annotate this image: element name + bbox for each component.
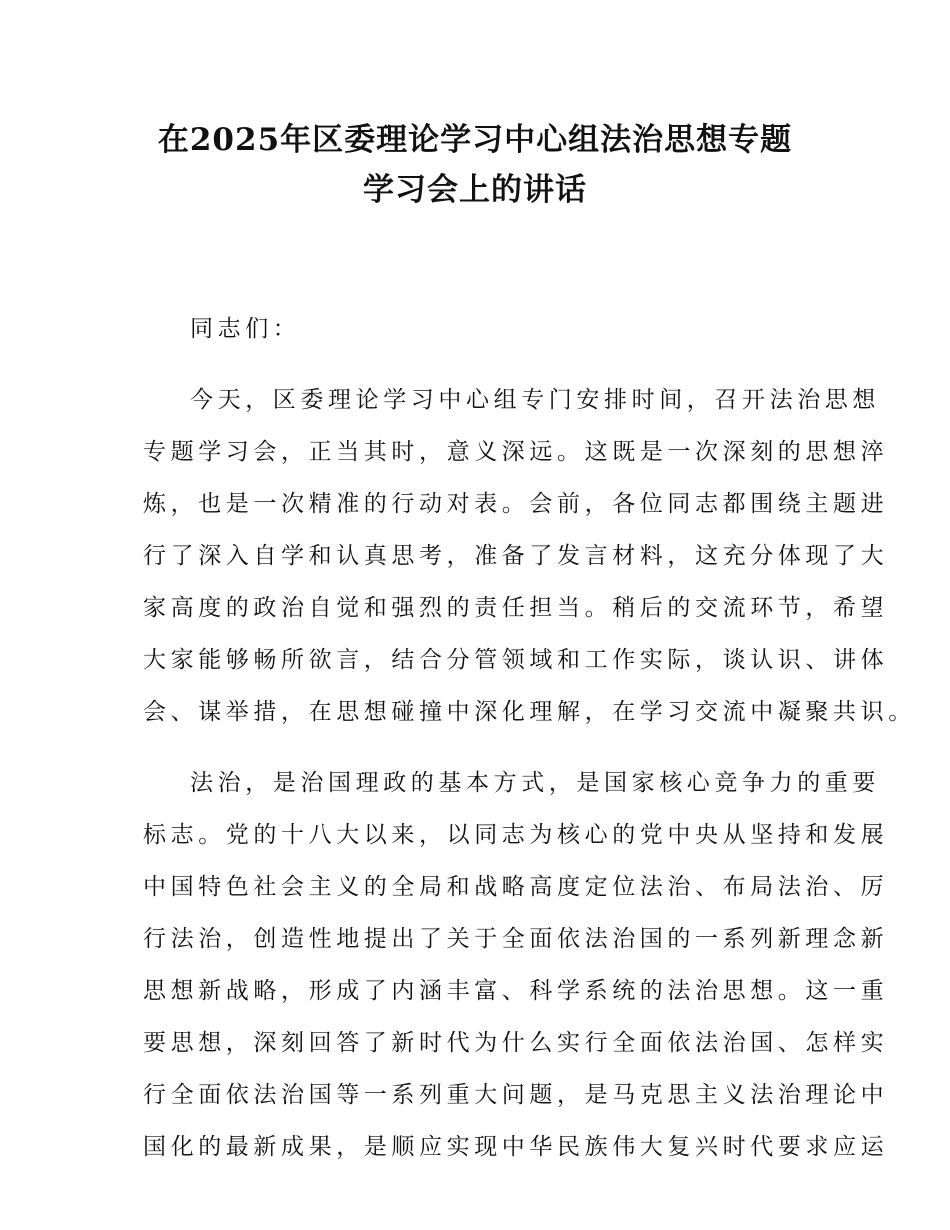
paragraph-line: 标志。党的十八大以来，以同志为核心的党中央从坚持和发展 bbox=[143, 822, 889, 848]
paragraph-line: 家高度的政治自觉和强烈的责任担当。稍后的交流环节，希望 bbox=[143, 595, 889, 621]
paragraph-line: 行全面依法治国等一系列重大问题，是马克思主义法治理论中 bbox=[143, 1082, 889, 1108]
document-title bbox=[120, 115, 830, 215]
paragraph-line: 大家能够畅所欲言，结合分管领域和工作实际，谈认识、讲体 bbox=[143, 647, 889, 673]
paragraph-line: 法治，是治国理政的基本方式，是国家核心竞争力的重要 bbox=[190, 770, 880, 796]
paragraph-2 bbox=[143, 757, 889, 1173]
paragraph-line: 炼，也是一次精准的行动对表。会前，各位同志都围绕主题进 bbox=[143, 491, 889, 517]
paragraph-1 bbox=[143, 374, 916, 738]
paragraph-line: 国化的最新成果，是顺应实现中华民族伟大复兴时代要求应运 bbox=[143, 1134, 889, 1160]
paragraph-line: 行了深入自学和认真思考，准备了发言材料，这充分体现了大 bbox=[143, 543, 889, 569]
paragraph-line: 专题学习会，正当其时，意义深远。这既是一次深刻的思想淬 bbox=[143, 439, 889, 465]
salutation: 同志们： bbox=[190, 316, 301, 342]
title-line-1: 在2025年区委理论学习中心组法治思想专题 bbox=[157, 122, 793, 158]
paragraph-line: 要思想，深刻回答了新时代为什么实行全面依法治国、怎样实 bbox=[143, 1030, 889, 1056]
paragraph-line: 会、谋举措，在思想碰撞中深化理解，在学习交流中凝聚共识。 bbox=[143, 699, 916, 725]
title-line-2: 学习会上的讲话 bbox=[363, 172, 587, 208]
paragraph-line: 行法治，创造性地提出了关于全面依法治国的一系列新理念新 bbox=[143, 926, 889, 952]
document-body bbox=[143, 303, 916, 1192]
paragraph-line: 中国特色社会主义的全局和战略高度定位法治、布局法治、厉 bbox=[143, 874, 889, 900]
paragraph-line: 思想新战略，形成了内涵丰富、科学系统的法治思想。这一重 bbox=[143, 978, 889, 1004]
paragraph-line: 今天，区委理论学习中心组专门安排时间，召开法治思想 bbox=[190, 387, 880, 413]
